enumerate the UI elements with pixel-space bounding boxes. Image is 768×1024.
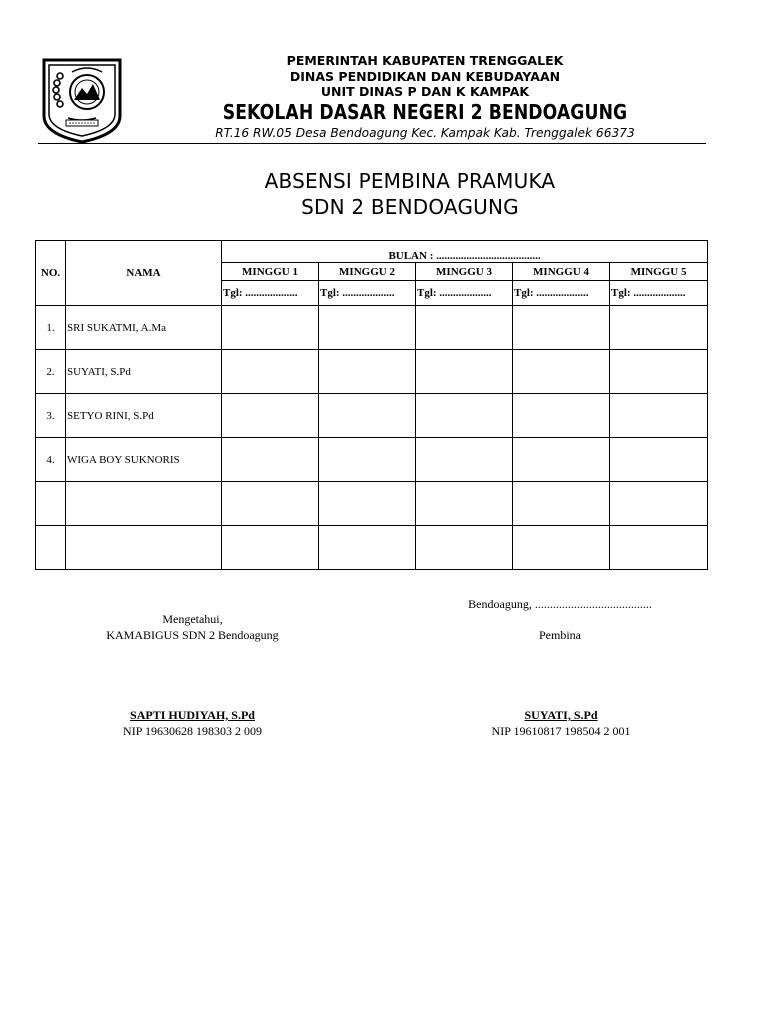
- acknowledged-label: Mengetahui,: [162, 612, 223, 626]
- row-number: 1.: [36, 306, 66, 350]
- row-name: WIGA BOY SUKNORIS: [66, 438, 222, 482]
- attendance-cell: [416, 350, 513, 394]
- left-signatory-nip: NIP 19630628 198303 2 009: [123, 724, 262, 738]
- table-row: [36, 306, 708, 350]
- attendance-cell: [610, 438, 708, 482]
- letterhead-line-unit: UNIT DINAS P DAN K KAMPAK: [320, 84, 530, 99]
- attendance-table: [35, 240, 708, 570]
- header-week-5: MINGGU 5: [610, 263, 708, 281]
- attendance-cell: [513, 350, 610, 394]
- title-line-2: SDN 2 BENDOAGUNG: [301, 195, 519, 219]
- attendance-cell: [319, 526, 416, 570]
- date-field-week-3: Tgl: ...................: [416, 281, 513, 306]
- header-bulan: BULAN : ......................................: [222, 241, 708, 263]
- attendance-cell: [222, 306, 319, 350]
- attendance-cell: [513, 526, 610, 570]
- row-name: SRI SUKATMI, A.Ma: [66, 306, 222, 350]
- table-header-row: [36, 241, 708, 263]
- left-signatory: [60, 707, 325, 739]
- row-name: SETYO RINI, S.Pd: [66, 394, 222, 438]
- date-field-week-5: Tgl: ...................: [610, 281, 708, 306]
- title-line-1: ABSENSI PEMBINA PRAMUKA: [264, 169, 556, 193]
- row-name: SUYATI, S.Pd: [66, 350, 222, 394]
- attendance-cell: [610, 350, 708, 394]
- attendance-cell: [513, 306, 610, 350]
- attendance-cell: [513, 482, 610, 526]
- attendance-cell: [319, 482, 416, 526]
- letterhead-school-name: SEKOLAH DASAR NEGERI 2 BENDOAGUNG: [222, 99, 628, 124]
- header-no: NO.: [36, 241, 66, 306]
- letterhead: [150, 53, 700, 142]
- row-number: [36, 482, 66, 526]
- pembina-label: Pembina: [539, 628, 581, 642]
- table-row: [36, 394, 708, 438]
- letterhead-divider: [38, 143, 706, 144]
- attendance-cell: [319, 350, 416, 394]
- attendance-cell: [610, 526, 708, 570]
- header-week-3: MINGGU 3: [416, 263, 513, 281]
- row-name: [66, 526, 222, 570]
- attendance-cell: [610, 394, 708, 438]
- attendance-cell: [222, 526, 319, 570]
- attendance-cell: [416, 526, 513, 570]
- date-field-week-4: Tgl: ...................: [513, 281, 610, 306]
- attendance-cell: [416, 438, 513, 482]
- attendance-cell: [319, 394, 416, 438]
- table-row: [36, 438, 708, 482]
- attendance-cell: [610, 482, 708, 526]
- date-field-week-2: Tgl: ...................: [319, 281, 416, 306]
- attendance-cell: [416, 394, 513, 438]
- regency-emblem-icon: [38, 56, 126, 144]
- right-signatory-nip: NIP 19610817 198504 2 001: [491, 724, 631, 738]
- row-number: 4.: [36, 438, 66, 482]
- attendance-cell: [319, 438, 416, 482]
- header-nama: NAMA: [66, 241, 222, 306]
- attendance-cell: [416, 482, 513, 526]
- left-signatory-name: SAPTI HUDIYAH, S.Pd: [130, 708, 255, 722]
- letterhead-line-government: PEMERINTAH KABUPATEN TRENGGALEK: [286, 53, 564, 68]
- row-number: 2.: [36, 350, 66, 394]
- right-signatory: [430, 707, 692, 739]
- letterhead-address: RT.16 RW.05 Desa Bendoagung Kec. Kampak Kab. Trenggalek 66373: [215, 125, 635, 140]
- row-name: [66, 482, 222, 526]
- header-week-2: MINGGU 2: [319, 263, 416, 281]
- attendance-cell: [416, 306, 513, 350]
- letterhead-line-department: DINAS PENDIDIKAN DAN KEBUDAYAAN: [289, 68, 561, 84]
- row-number: 3.: [36, 394, 66, 438]
- attendance-cell: [610, 306, 708, 350]
- table-row: [36, 526, 708, 570]
- attendance-cell: [319, 306, 416, 350]
- attendance-cell: [222, 438, 319, 482]
- attendance-cell: [222, 350, 319, 394]
- header-week-4: MINGGU 4: [513, 263, 610, 281]
- attendance-cell: [222, 482, 319, 526]
- right-signatory-name: SUYATI, S.Pd: [524, 708, 598, 722]
- date-field-week-1: Tgl: ...................: [222, 281, 319, 306]
- table-row: [36, 482, 708, 526]
- header-week-1: MINGGU 1: [222, 263, 319, 281]
- row-number: [36, 526, 66, 570]
- document-title: [0, 168, 768, 220]
- kamabigus-label: KAMABIGUS SDN 2 Bendoagung: [106, 628, 279, 642]
- attendance-cell: [513, 394, 610, 438]
- attendance-cell: [222, 394, 319, 438]
- attendance-cell: [513, 438, 610, 482]
- place-date: Bendoagung, .......................................: [468, 597, 652, 611]
- left-signature-title: [60, 611, 325, 643]
- table-row: [36, 350, 708, 394]
